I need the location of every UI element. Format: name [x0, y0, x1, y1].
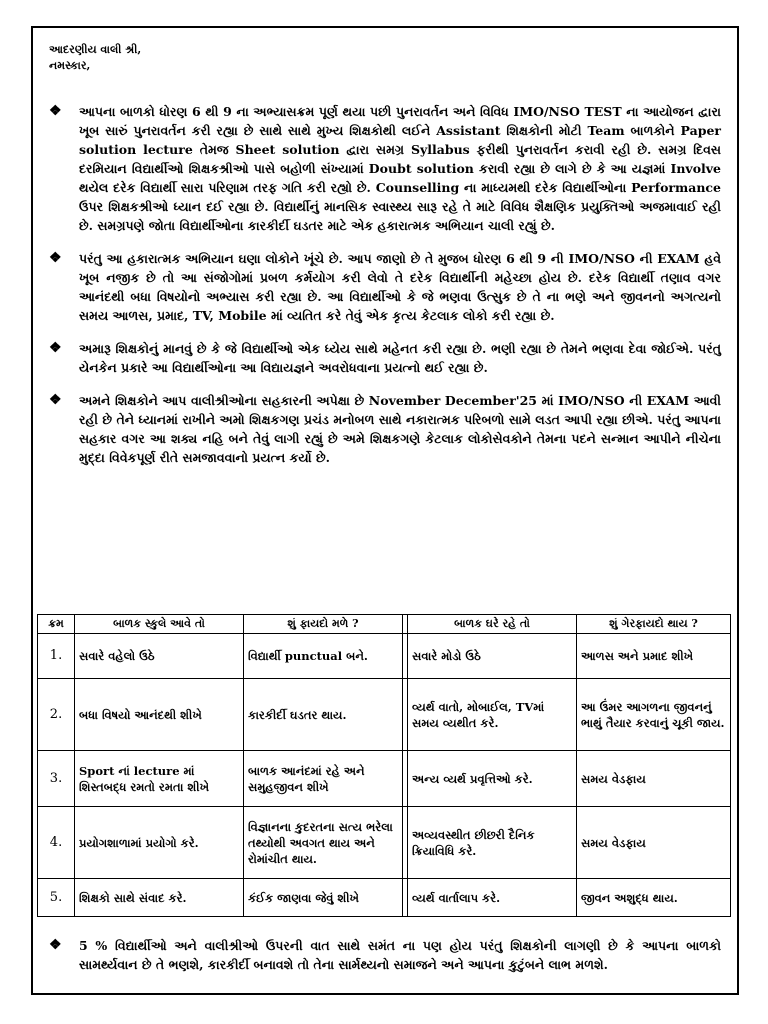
table-row [38, 879, 731, 917]
table-row [38, 634, 731, 679]
diamond-bullet-icon: ❖ [49, 250, 62, 266]
table-row [38, 751, 731, 807]
home-cell: અવ્યવસ્થીત છીછરી દૈનિક ક્રિયાવિધિ કરે. [408, 807, 577, 879]
benefit-cell: વિજ્ઞાનના કુદરતના સત્ય ભરેલા તથ્યોથી અવગત થાય અને રોમાંચીત થાય. [244, 807, 403, 879]
header-serial: ક્રમ [38, 615, 75, 634]
harm-cell: સમય વેડફાય [577, 751, 731, 807]
school-cell: સવારે વહેલો ઉઠે [75, 634, 244, 679]
row-number: 3. [38, 751, 75, 807]
school-cell: શિક્ષકો સાથે સંવાદ કરે. [75, 879, 244, 917]
diamond-bullet-icon: ❖ [49, 103, 62, 119]
home-cell: સવારે મોડો ઉઠે [408, 634, 577, 679]
home-cell: વ્યર્થ વાર્તાલાપ કરે. [408, 879, 577, 917]
benefit-cell: કારકીર્દી ઘડતર થાય. [244, 679, 403, 751]
table-header-row [38, 615, 731, 634]
letter-border [31, 26, 739, 995]
diamond-bullet-icon: ❖ [49, 392, 62, 408]
harm-cell: આળસ અને પ્રમાદ શીખે [577, 634, 731, 679]
header-benefit: શું ફાયદો મળે ? [244, 615, 403, 634]
home-cell: અન્ય વ્યર્થ પ્રવૃત્તિઓ કરે. [408, 751, 577, 807]
paragraph-text: પરંતુ આ હકારાત્મક અભિયાન ઘણા લોકોને ખૂંચે છે. આપ જાણો છે તે મુજબ ધોરણ 6 થી 9 ની IMO/NSO ની EXAM હવે ખૂબ નજીક છે તો આ સંજોગોમાં પ્રબળ કર્મયોગ કરી લેવો તે દરેક વિદ્યાર્થીની મહેચ્છા હોય છે. દરેક વિદ્યાર્થી તણાવ વગર આનંદથી બધા વિષયોનો અભ્યાસ કરી રહ્યા છે. આ વિદ્યાર્થીઓ કે જે ભણવા ઉત્સુક છે તે ના ભણે અને જીવનનો અગત્યનો સમય આળસ, પ્રમાદ, TV, Mobile માં વ્યતિત કરે તેવું એક કૃત્ય કેટલાક લોકો કરી રહ્યા છે. [79, 251, 721, 323]
home-cell: વ્યર્થ વાતો, મોબાઈલ, TVમાં સમય વ્યથીત કરે. [408, 679, 577, 751]
benefit-cell: વિદ્યાર્થી punctual બને. [244, 634, 403, 679]
paragraph-text: અમારૂ શિક્ષકોનું માનવું છે કે જે વિદ્યાર્થીઓ એક ધ્યેય સાથે મહેનત કરી રહ્યા છે. ભણી રહ્યા છે તેમને ભણવા દેવા જોઈએ. પરંતુ યેનકેન પ્રકારે આ વિદ્યાર્થીઓના આ વિદ્યાયજ્ઞને અવરોધવાના પ્રયત્નો થઈ રહ્યા છે. [79, 341, 721, 375]
benefit-cell: બાળક આનંદમાં રહે અને સમુહજીવન શીખે [244, 751, 403, 807]
paragraph-3 [49, 339, 721, 377]
row-number: 4. [38, 807, 75, 879]
harm-cell: જીવન અશુદ્ધ થાય. [577, 879, 731, 917]
paragraph-text: આપના બાળકો ધોરણ 6 થી 9 ના અભ્યાસક્રમ પૂર્ણ થયા પછી પુનરાવર્તન અને વિવિધ IMO/NSO TEST ના આયોજન દ્વારા ખૂબ સારું પુનરાવર્તન કરી રહ્યા છે સાથે સાથે મુખ્ય શિક્ષકોથી લઈને Assistant શિક્ષકોની મોટી Team બાળકોને Paper solution lecture તેમજ Sheet solution દ્વારા સમગ્ર Syllabus ફરીથી પુનરાવર્તન કરાવી રહી છે. સમગ્ર દિવસ દરમિયાન વિદ્યાર્થીઓ શિક્ષકશ્રીઓ પાસે બહોળી સંખ્યામાં Doubt solution કરાવી રહ્યા છે લાગે છે કે આ યજ્ઞમાં Involve થયેલ દરેક વિદ્યાર્થી સારા પરિણામ તરફ ગતિ કરી રહ્યો છે. Counselling ના માધ્યમથી દરેક વિદ્યાર્થીઓના Performance ઉપર શિક્ષકશ્રીઓ ધ્યાન દઈ રહ્યા છે. વિદ્યાર્થીનું માનસિક સ્વાસ્થ્ય સારૂ રહે તે માટે વિવિધ શૈક્ષણિક પ્રયુક્તિઓ અજમાવાઈ રહી છે. સમગ્રપણે જોતા વિદ્યાર્થીઓના કારકીર્દી ઘડતર માટે એક હકારાત્મક અભિયાન ચાલી રહ્યું છે. [79, 104, 721, 233]
diamond-bullet-icon: ❖ [49, 340, 62, 356]
header-harm: શું ગેરફાયદો થાય ? [577, 615, 731, 634]
header-at-school: બાળક સ્કુલે આવે તો [75, 615, 244, 634]
salutation-line-1: આદરણીય વાલી શ્રી, [49, 43, 142, 56]
row-number: 1. [38, 634, 75, 679]
school-cell: બધા વિષયો આનંદથી શીખે [75, 679, 244, 751]
school-cell: પ્રયોગશાળામાં પ્રયોગો કરે. [75, 807, 244, 879]
paragraph-1 [49, 102, 721, 235]
table-row [38, 807, 731, 879]
paragraph-2 [49, 249, 721, 325]
diamond-bullet-icon: ❖ [49, 937, 62, 953]
paragraph-text: અમને શિક્ષકોને આપ વાલીશ્રીઓના સહકારની અપેક્ષા છે November December'25 માં IMO/NSO ની EXAM આવી રહી છે તેને ધ્યાનમાં રાખીને અમો શિક્ષકગણ પ્રચંડ મનોબળ સાથે નકારાત્મક પરિબળો સામે લડત આપી રહ્યા છીએ. પરંતુ આપના સહકાર વગર આ શક્ય નહિ બને તેવું લાગી રહ્યું છે અમે શિક્ષકગણે કેટલાક લોકોસેવકોને તેમના પદને સન્માન આપીને નીચેના મુદ્દા વિવેકપૂર્ણ રીતે સમજાવવાનો પ્રયત્ન કર્યો છે. [79, 393, 721, 465]
harm-cell: આ ઉંમર આગળના જીવનનું ભાથું તૈયાર કરવાનું ચૂકી જાય. [577, 679, 731, 751]
harm-cell: સમય વેડફાય [577, 807, 731, 879]
closing-paragraph [49, 936, 721, 974]
comparison-table [37, 614, 731, 917]
header-at-home: બાળક ઘરે રહે તો [408, 615, 577, 634]
school-cell: Sport નાં lecture માં શિસ્તબદ્ધ રમતો રમતા શીખે [75, 751, 244, 807]
closing-text: 5 % વિદ્યાર્થીઓ અને વાલીશ્રીઓ ઉપરની વાત સાથે સમંત ના પણ હોય પરંતુ શિક્ષકોની લાગણી છે કે આપના બાળકો સામર્થ્યવાન છે તે ભણશે, કારકીર્દી બનાવશે તો તેના સાર્મથ્યનો સમાજને અને આપના કુટુંબને લાભ મળશે. [79, 938, 721, 972]
paragraph-4 [49, 391, 721, 467]
benefit-cell: કંઈક જાણવા જેવું શીખે [244, 879, 403, 917]
salutation-line-2: નમસ્કાર, [49, 59, 91, 72]
row-number: 2. [38, 679, 75, 751]
table-row [38, 679, 731, 751]
row-number: 5. [38, 879, 75, 917]
